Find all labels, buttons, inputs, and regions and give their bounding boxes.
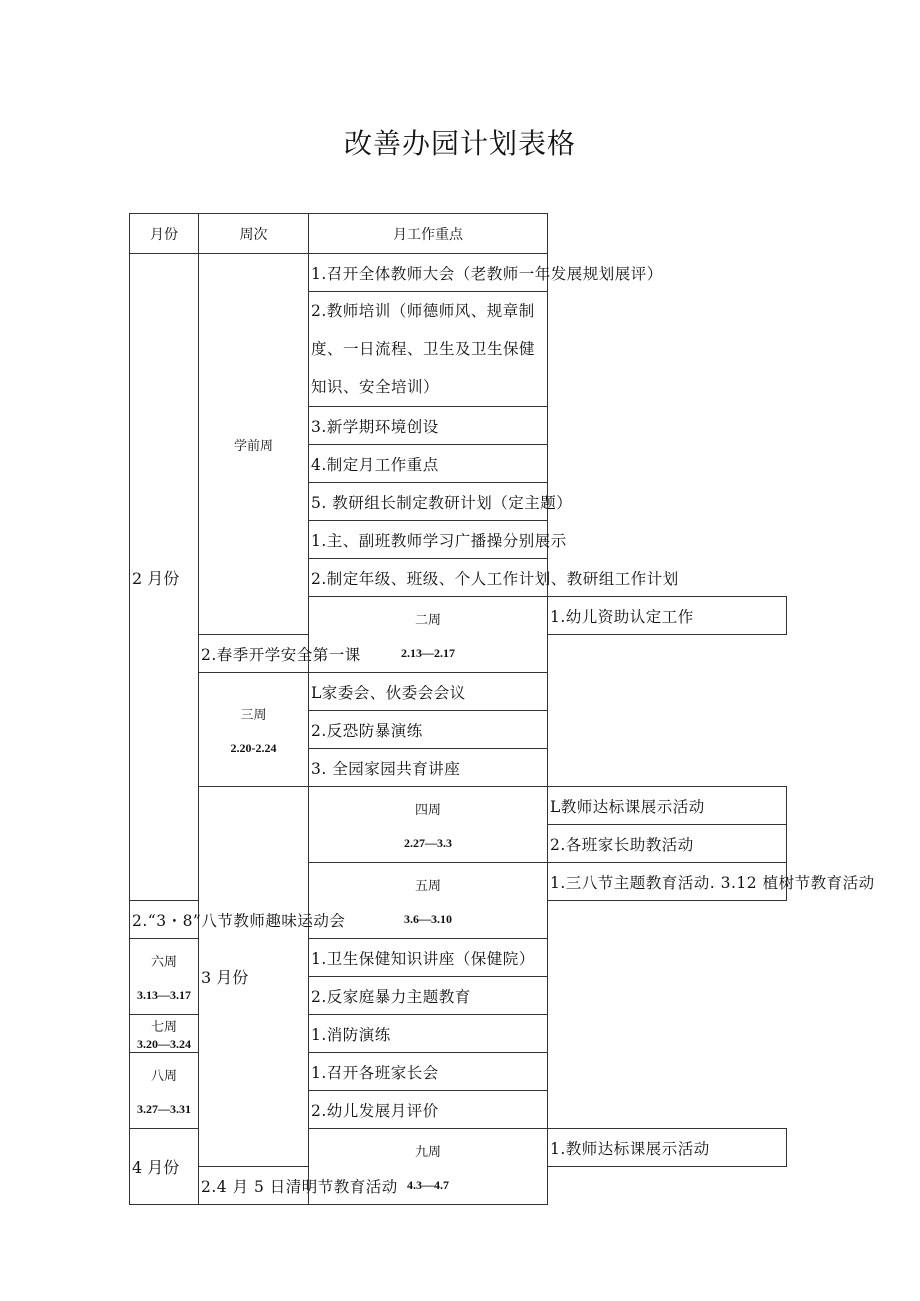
week-name: 六周 [150, 954, 177, 970]
task-item: 1.召开各班家长会 [309, 1053, 548, 1091]
month-cell-mar: 3 月份 [199, 787, 309, 1167]
task-item: 2.4 月 5 日清明节教育活动 [199, 1167, 309, 1205]
table-row [130, 254, 787, 292]
week-cell-7 [130, 1015, 199, 1053]
task-item: 2.教师培训（师德师风、规章制度、一日流程、卫生及卫生保健知识、安全培训） [309, 292, 548, 407]
week-name: 学前周 [233, 438, 273, 454]
week-dates: 2.27—3.3 [404, 835, 452, 850]
week-name: 二周 [414, 612, 441, 628]
task-item: 4.制定月工作重点 [309, 445, 548, 483]
week-dates: 2.13—2.17 [401, 645, 455, 660]
task-item: L家委会、伙委会会议 [309, 673, 548, 711]
week-dates: 2.20-2.24 [230, 740, 277, 755]
task-item: 1.召开全体教师大会（老教师一年发展规划展评） [309, 254, 548, 292]
week-dates: 3.27—3.31 [137, 1101, 191, 1116]
plan-table [129, 213, 875, 1205]
week-dates: 3.13—3.17 [137, 987, 191, 1002]
task-item: 2.制定年级、班级、个人工作计划、教研组工作计划 [309, 559, 548, 597]
task-item: 5. 教研组长制定教研计划（定主题） [309, 483, 548, 521]
week-dates: 4.3—4.7 [407, 1177, 449, 1192]
task-item: 2.春季开学安全第一课 [199, 635, 309, 673]
month-cell-feb: 2 月份 [130, 254, 199, 901]
week-name: 五周 [414, 878, 441, 894]
task-item: L教师达标课展示活动 [548, 787, 787, 825]
task-item: 2.“3・8”八节教师趣味运动会 [130, 901, 199, 939]
header-row [130, 214, 787, 254]
task-item: 1.消防演练 [309, 1015, 548, 1053]
task-item: 2.各班家长助教活动 [548, 825, 787, 863]
week-name: 七周 [150, 1019, 177, 1035]
task-item: 1.卫生保健知识讲座（保健院） [309, 939, 548, 977]
task-item: 3.新学期环境创设 [309, 407, 548, 445]
header-month: 月份 [130, 214, 199, 254]
table-row [130, 673, 787, 711]
month-cell-apr: 4 月份 [130, 1129, 199, 1205]
task-item: 1.幼儿资助认定工作 [548, 597, 787, 635]
table-row [130, 787, 787, 825]
week-name: 九周 [414, 1144, 441, 1160]
task-item: 1.主、副班教师学习广播操分别展示 [309, 521, 548, 559]
task-item: 1.三八节主题教育活动. 3.12 植树节教育活动 [548, 863, 787, 901]
week-cell-8 [130, 1053, 199, 1129]
week-name: 八周 [150, 1068, 177, 1084]
task-item: 2.反恐防暴演练 [309, 711, 548, 749]
week-cell-4 [309, 787, 548, 863]
header-focus: 月工作重点 [309, 214, 548, 254]
week-cell-preschool [199, 254, 309, 635]
week-dates: 3.6—3.10 [404, 911, 452, 926]
task-item: 3. 全园家园共育讲座 [309, 749, 548, 787]
header-week: 周次 [199, 214, 309, 254]
week-cell-6 [130, 939, 199, 1015]
page-title: 改善办园计划表格 [343, 127, 576, 160]
task-item: 1.教师达标课展示活动 [548, 1129, 787, 1167]
task-item: 2.幼儿发展月评价 [309, 1091, 548, 1129]
week-name: 四周 [414, 802, 441, 818]
week-name: 三周 [240, 707, 267, 723]
week-cell-3 [199, 673, 309, 787]
task-item: 2.反家庭暴力主题教育 [309, 977, 548, 1015]
week-dates: 3.20—3.24 [137, 1036, 191, 1051]
